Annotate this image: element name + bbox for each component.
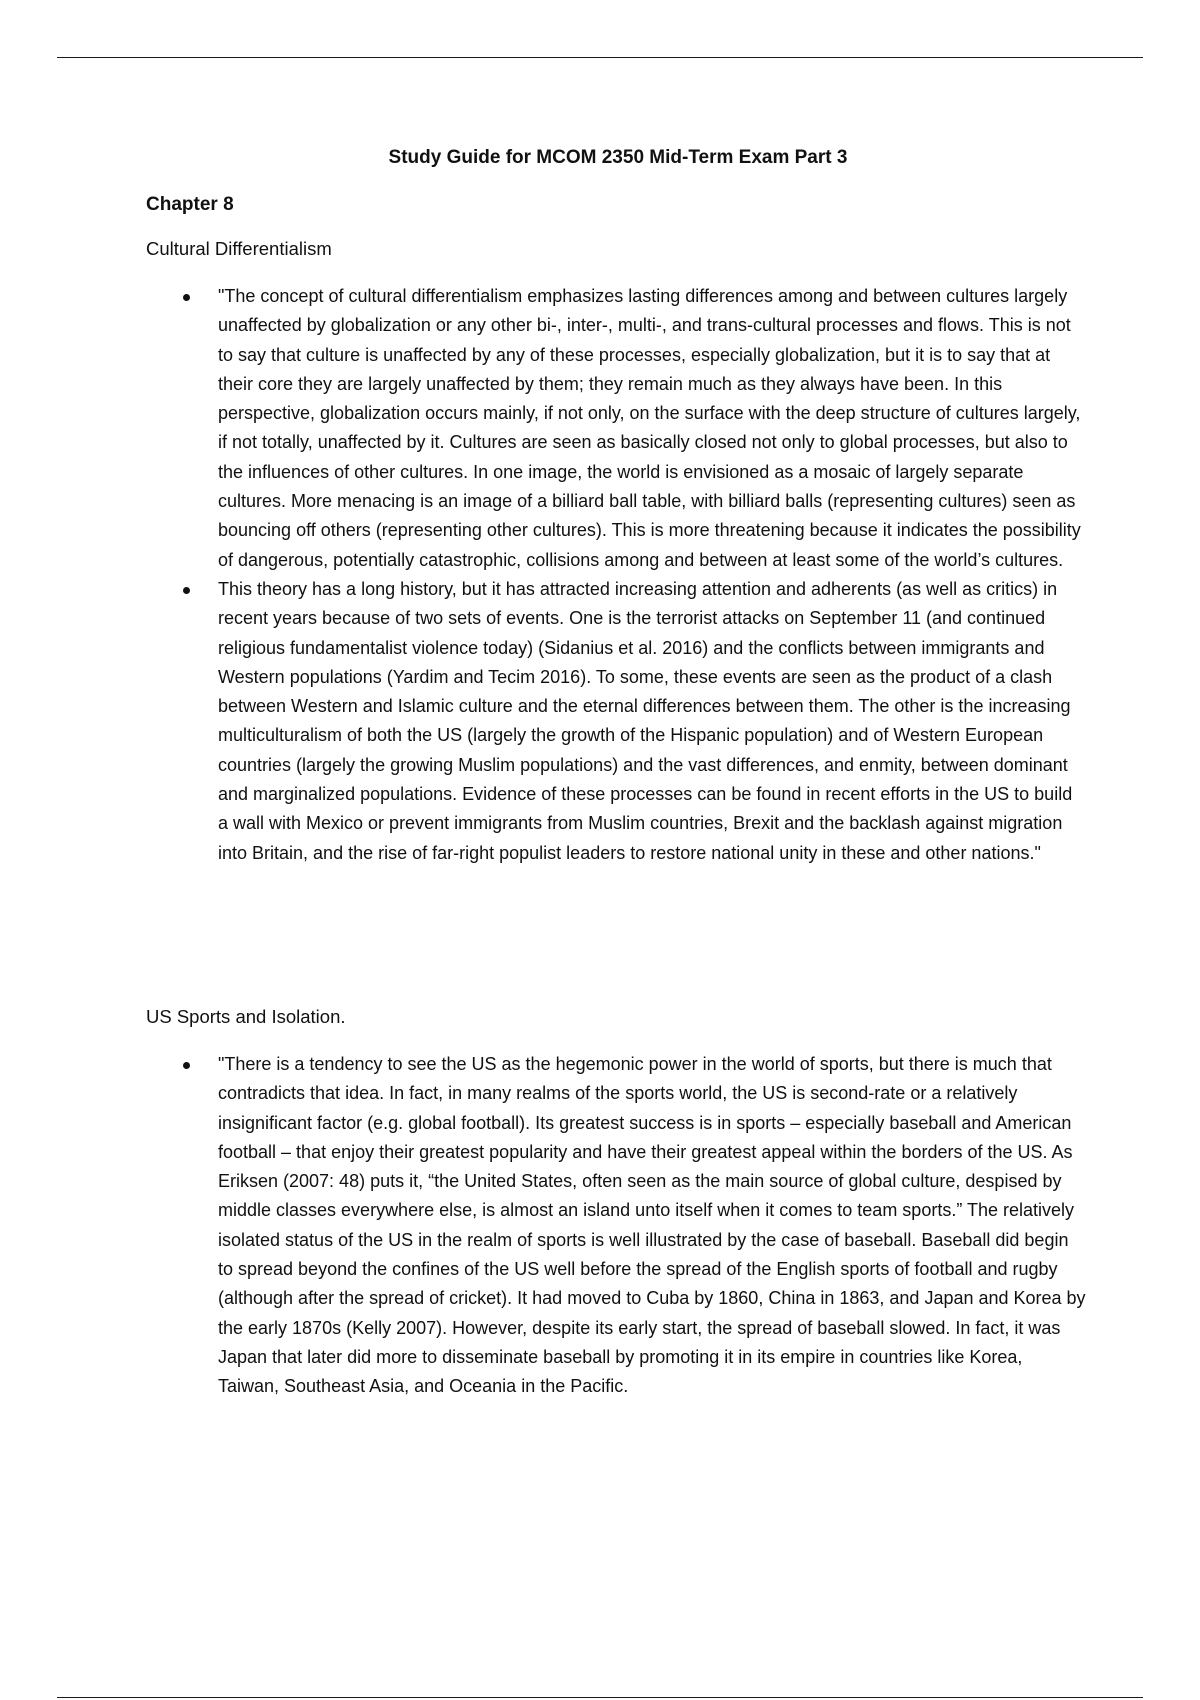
bullet-text: "The concept of cultural differentialism emphasizes lasting differences among and between cultures largely unaffected by globalization or any other bi-, inter-, multi-, and trans-cultural processes and flows. This is not to say that culture is unaffected by any of these processes, especially globalization, but it is to say that at their core they are largely unaffected by them; they remain much as they always have been. In this perspective, globalization occurs mainly, if not only, on the surface with the deep structure of cultures largely, if not totally, unaffected by it. Cultures are seen as basically closed not only to global processes, but also to the influences of other cultures. In one image, the world is envisioned as a mosaic of largely separate cultures. More menacing is an image of a billiard ball table, with billiard balls (representing cultures) seen as bouncing off others (representing other cultures). This is more threatening because it indicates the possibility of dangerous, potentially catastrophic, collisions among and between at least some of the world’s cultures. [218,286,1081,570]
bullet-text: This theory has a long history, but it has attracted increasing attention and adherents (as well as critics) in recent years because of two sets of events. One is the terrorist attacks on September 11 (and continued religious fundamentalist violence today) (Sidanius et al. 2016) and the conflicts between immigrants and Western populations (Yardim and Tecim 2016). To some, these events are seen as the product of a clash between Western and Islamic culture and the eternal differences between them. The other is the increasing multiculturalism of both the US (largely the growth of the Hispanic population) and of Western European countries (largely the growing Muslim populations) and the vast differences, and enmity, between dominant and marginalized populations. Evidence of these processes can be found in recent efforts in the US to build a wall with Mexico or prevent immigrants from Muslim countries, Brexit and the backlash against migration into Britain, and the rise of far-right populist leaders to restore national unity in these and other nations." [218,578,1073,863]
bullet-dot-icon [183,587,190,594]
bullet-list-us-sports [146,1050,1086,1402]
bullet-item [146,575,1086,868]
bullet-item [146,282,1086,575]
bullet-text: "There is a tendency to see the US as the hegemonic power in the world of sports, but there is much that contradicts that idea. In fact, in many realms of the sports world, the US is second-rate or a relatively insignificant factor (e.g. global football). Its greatest success is in sports – especially baseball and American football – that enjoy their greatest popularity and have their greatest appeal within the borders of the US. As Eriksen (2007: 48) puts it, “the United States, often seen as the main source of global culture, despised by middle classes everywhere else, is almost an island unto itself when it comes to team sports.” The relatively isolated status of the US in the realm of sports is well illustrated by the case of baseball. Baseball did begin to spread beyond the confines of the US well before the spread of the English sports of football and rugby (although after the spread of cricket). It had moved to Cuba by 1860, China in 1863, and Japan and Korea by the early 1870s (Kelly 2007). However, despite its early start, the spread of baseball slowed. In fact, it was Japan that later did more to disseminate baseball by promoting it in its empire in countries like Korea, Taiwan, Southeast Asia, and Oceania in the Pacific. [218,1054,1086,1397]
chapter-heading: Chapter 8 [146,194,234,215]
bullet-dot-icon [183,294,190,301]
bullet-item [146,1050,1086,1402]
bullet-list-cultural-differentialism [146,282,1086,868]
section-heading-cultural-differentialism: Cultural Differentialism [146,238,332,259]
top-rule [57,57,1143,58]
bullet-dot-icon [183,1062,190,1069]
document-title: Study Guide for MCOM 2350 Mid-Term Exam Part 3 [388,147,848,168]
section-heading-us-sports-isolation: US Sports and Isolation. [146,1006,346,1027]
bottom-rule [57,1697,1143,1698]
